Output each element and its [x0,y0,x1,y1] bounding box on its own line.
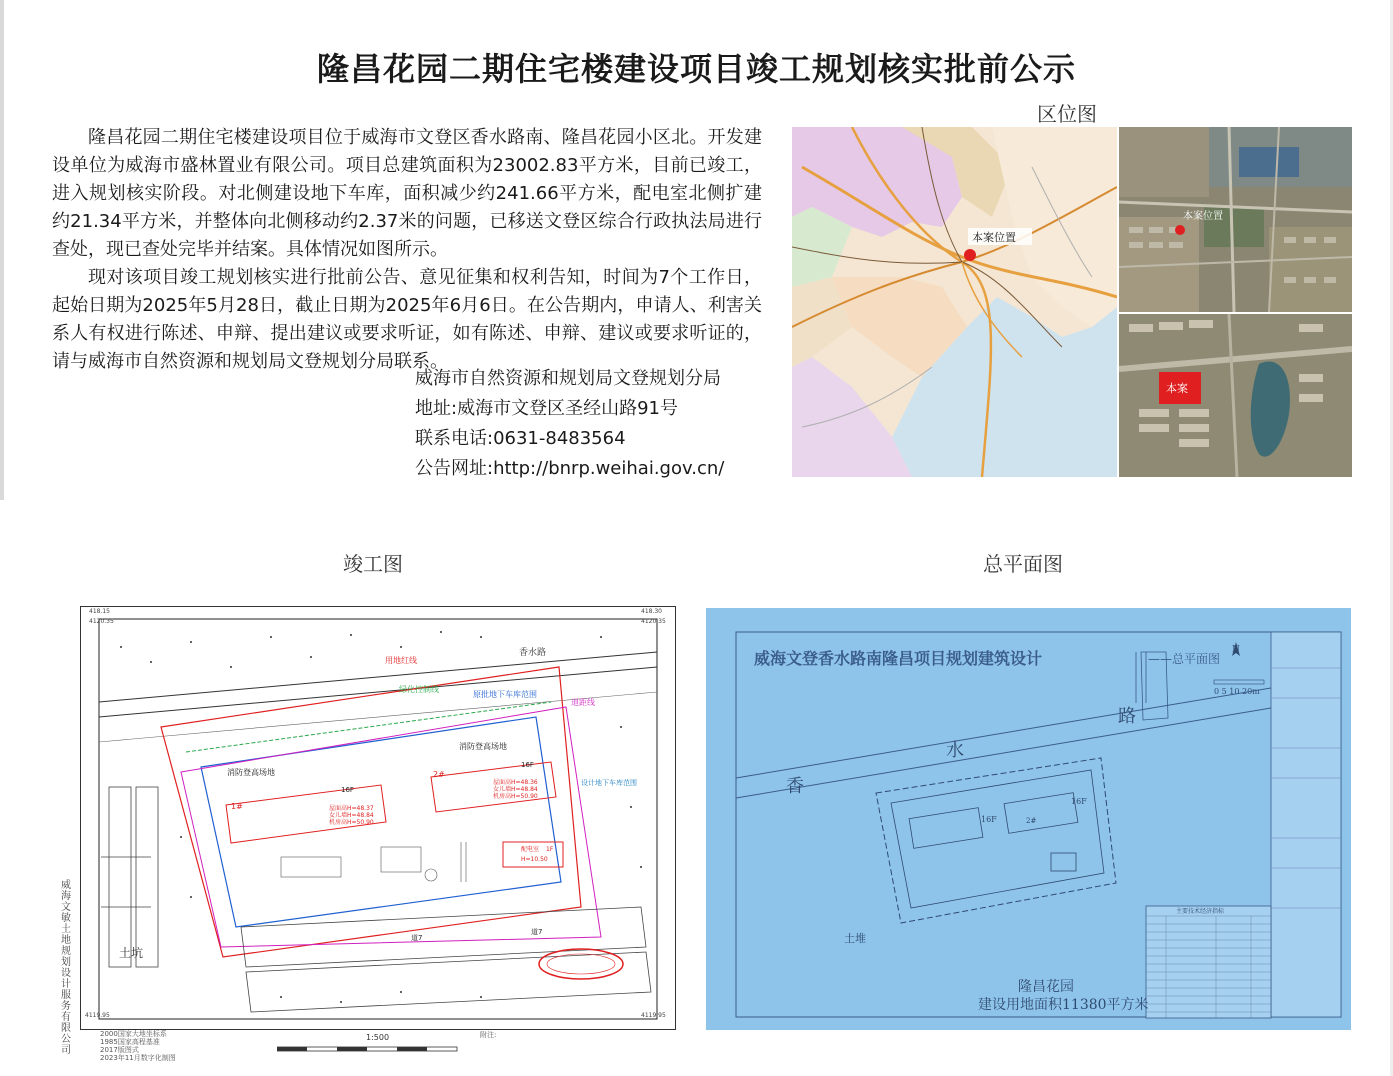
site-bldg-floors-b: 16F [1071,797,1087,806]
tech-index-table [1146,906,1271,1018]
building-2-height-1: 屋面高H=48.36 [493,779,538,786]
corner-coord-tl2: 4120.35 [89,618,114,625]
footer-line-4: 2023年11月数字化制图 [100,1054,176,1062]
road-char-1: 香 [786,776,804,797]
setback-magenta-line [181,707,601,947]
satellite-marker-label: 本案位置 [1183,211,1223,222]
announcement-body [52,124,762,376]
satellite-view-zoom [1119,314,1352,477]
satellite-view-wide [1119,127,1352,312]
site-plan-drawing [706,608,1351,1030]
road-label: 香水路 [519,648,547,658]
as-built-caption: 竣工图 [343,552,403,576]
company-seal [539,949,623,979]
survey-points [120,631,642,1003]
as-built-side-company: 威海文敏土地规划设计服务有限公司 [61,880,71,1056]
site-land-label: 土堆 [844,932,866,945]
garage-range-label: 原批地下车库范围 [473,690,537,699]
site-bldg-number: 2# [1026,817,1037,825]
site-bldg-floors-a: 16F [981,815,997,824]
as-built-drawing [80,606,676,1030]
location-road-map [792,127,1117,477]
corner-coord-br: 4119.95 [641,1012,666,1019]
footer-line-2: 1985国家高程基准 [100,1038,160,1046]
contact-org: 威海市自然资源和规划局文登规划分局 [415,368,721,389]
contact-phone: 联系电话:0631-8483564 [415,428,626,449]
contact-block [415,364,724,484]
setback-label: 退距线 [571,698,595,707]
page-title: 隆昌花园二期住宅楼建设项目竣工规划核实批前公示 [316,50,1076,88]
substation-height: H=10.50 [521,856,548,863]
site-scale-bar: 0 5 10 20m [1214,687,1260,696]
land-label: 土坑 [119,946,144,960]
building-1-height-2: 女儿墙H=48.84 [329,812,374,819]
building-1-floors: 16F [341,786,354,794]
as-built-note: 附注: [480,1031,497,1039]
as-built-scale: 1:500 [366,1033,390,1042]
footer-line-3: 2017版图式 [100,1046,139,1054]
site-plan-subtitle: ——总平面图 [1148,652,1221,666]
actual-garage-label: 设计地下车库范围 [581,779,637,787]
as-built-footer [100,1030,176,1062]
building-2-height-2: 女儿墙H=48.84 [493,786,538,793]
location-map-caption: 区位图 [1037,102,1097,126]
corner-coord-tr2: 4120.35 [641,618,666,625]
contact-address: 地址:威海市文登区圣经山路91号 [415,398,678,419]
building-2-floors: 16F [521,761,534,769]
fire-area-2: 消防登高场地 [459,742,507,751]
map-marker-label: 本案位置 [972,231,1016,244]
building-1-height-3: 机房高H=50.90 [329,819,374,826]
building-1-height-1: 屋面高H=48.37 [329,805,374,812]
garage-blue-line [201,717,561,927]
site-plan-caption: 总平面图 [983,552,1063,576]
substation-floors: 1F [546,846,554,853]
paragraph-1: 隆昌花园二期住宅楼建设项目位于威海市文登区香水路南、隆昌花园小区北。开发建设单位为威海市盛林置业有限公司。项目总建筑面积为23002.83平方米，目前已竣工，进入规划核实阶段。对北侧建设地下车库，面积减少约241.66平方米，配电室北侧扩建约21.34平方米，并整体向北侧移动约2.37米的问题，已移送文登区综合行政执法局进行查处，现已查处完毕并结案。具体情况如图所示。 [52,127,762,260]
road-char-2: 水 [946,740,964,761]
zoom-marker-label: 本案 [1166,382,1188,395]
road-char-3: 路 [1118,706,1136,727]
building-2-height-3: 机房高H=50.90 [493,793,538,800]
north-label: N [1232,645,1240,655]
project-marker-icon [964,249,976,261]
green-line-label: 绿化控制线 [399,685,439,694]
building-1-label: 1# [231,802,243,811]
footer-line-1: 2000国家大地坐标系 [100,1030,167,1038]
corner-coord-tr: 418.30 [641,608,662,615]
paragraph-2: 现对该项目竣工规划核实进行批前公告、意见征集和权利告知，时间为7个工作日，起始日期为2025年5月28日，截止日期为2025年6月6日。在公告期内，申请人、利害关系人有权进行陈述、申辩、提出建议或要求听证，如有陈述、申辩、建议或要求听证的，请与威海市自然资源和规划局文登规划分局联系。 [52,267,762,372]
scale-bar [277,1044,467,1054]
site-boundary [876,758,1116,923]
building-2-label: 2# [433,770,445,779]
satellite-marker-icon [1175,225,1185,235]
road-7-label-a: 道7 [411,934,423,942]
corner-coord-tl: 418.15 [89,608,110,615]
site-bottom-name: 隆昌花园 [1018,979,1074,995]
substation-label: 配电室 [521,846,540,853]
road-7-label-b: 道7 [531,928,543,936]
site-plan-title: 威海文登香水路南隆昌项目规划建筑设计 [754,649,1043,668]
contact-website: 公告网址:http://bnrp.weihai.gov.cn/ [415,458,725,479]
site-bottom-area: 建设用地面积11380平方米 [978,997,1149,1013]
table-title: 主要技术经济指标 [1176,908,1225,915]
red-line-label: 用地红线 [385,656,417,665]
corner-coord-bl: 4119.95 [85,1012,110,1019]
fire-area-1: 消防登高场地 [227,768,275,777]
